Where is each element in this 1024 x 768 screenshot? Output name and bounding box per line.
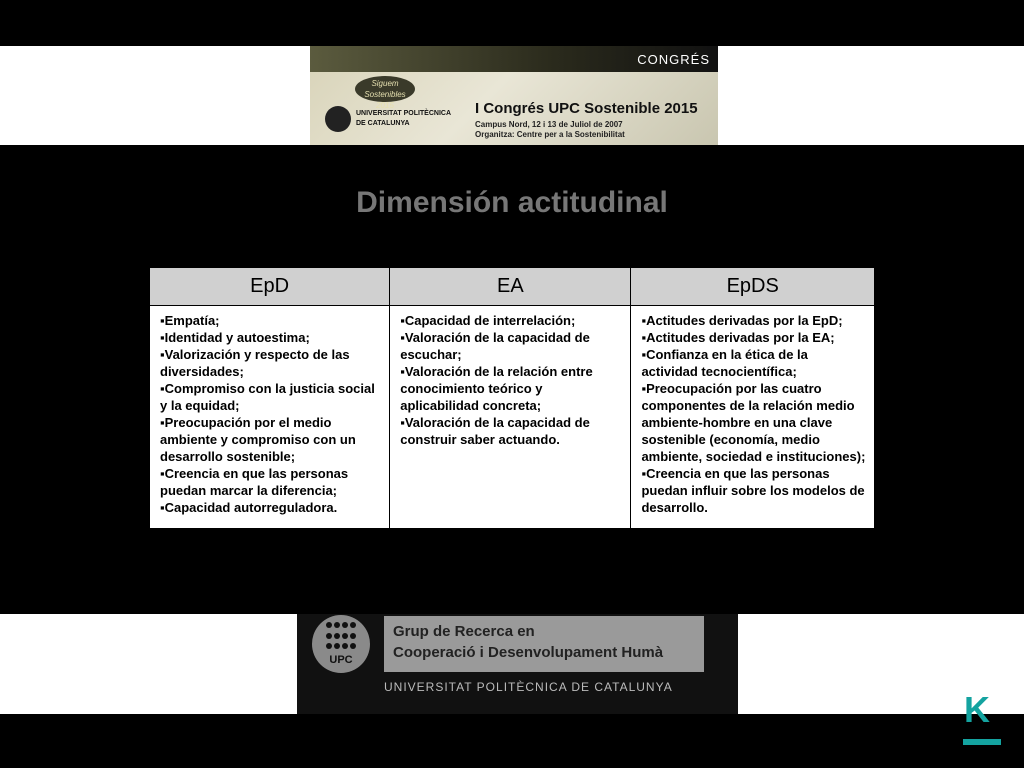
footer-university-name: UNIVERSITAT POLITÈCNICA DE CATALUNYA — [384, 680, 673, 694]
page-title: Dimensión actitudinal — [356, 186, 668, 219]
list-item: ▪ Creencia en que las personas puedan marcar la diferencia; — [160, 465, 381, 499]
banner-university-name — [356, 109, 451, 129]
list-item: ▪ Capacidad autorreguladora. — [160, 499, 381, 516]
list-item: ▪ Actitudes derivadas por la EA; — [641, 329, 866, 346]
list-item: ▪ Valorización y respecto de las diversidades; — [160, 346, 381, 380]
banner-subtitle-line2: Organitza: Centre per a la Sostenibilitat — [475, 130, 625, 139]
siguem-sostenibles-badge: Siguem Sostenibles 2015 — [355, 76, 415, 102]
list-item: ▪ Actitudes derivadas por la EpD; — [641, 312, 866, 329]
list-item: ▪ Valoración de la capacidad de escuchar; — [400, 329, 622, 363]
banner-university-line2: DE CATALUNYA — [356, 120, 410, 127]
list-item: ▪ Compromiso con la justicia social y la equidad; — [160, 380, 381, 414]
table-row — [150, 306, 875, 529]
k-logo-underline — [963, 739, 1001, 745]
research-group-line2: Cooperació i Desenvolupament Humà — [393, 644, 664, 661]
list-item: ▪ Valoración de la capacidad de construir saber actuando. — [400, 414, 622, 448]
banner-subtitle — [475, 120, 625, 140]
list-item: ▪ Preocupación por las cuatro componentes de la relación medio ambiente-hombre en una clave sostenible (economía, medio ambiente, sociedad e instituciones); — [641, 380, 866, 465]
k-logo-icon: K — [964, 689, 990, 730]
header-ea: EA — [390, 268, 631, 306]
research-group-box — [384, 616, 704, 672]
table-header-row — [150, 268, 875, 306]
list-item: ▪ Empatía; — [160, 312, 381, 329]
research-group-line1: Grup de Recerca en — [393, 623, 535, 640]
list-item: ▪ Capacidad de interrelación; — [400, 312, 622, 329]
header-epds: EpDS — [631, 268, 875, 306]
header-epd: EpD — [150, 268, 390, 306]
banner-university-line1: UNIVERSITAT POLITÈCNICA — [356, 110, 452, 117]
comparison-table — [149, 267, 875, 529]
list-item: ▪ Valoración de la relación entre conocimiento teórico y aplicabilidad concreta; — [400, 363, 622, 414]
congress-banner — [310, 46, 718, 145]
upc-logo-text: UPC — [329, 654, 353, 666]
banner-congres-label: CONGRÉS — [637, 52, 710, 67]
column-ea — [390, 306, 631, 529]
column-epds — [631, 306, 875, 529]
list-item: ▪ Preocupación por el medio ambiente y compromiso con un desarrollo sostenible; — [160, 414, 381, 465]
column-epd — [150, 306, 390, 529]
banner-title: I Congrés UPC Sostenible 2015 — [475, 100, 698, 117]
upc-logo-icon — [325, 106, 351, 132]
upc-dots-icon — [326, 622, 356, 652]
list-item: ▪ Confianza en la ética de la actividad tecnocientífica; — [641, 346, 866, 380]
list-item: ▪ Identidad y autoestima; — [160, 329, 381, 346]
banner-subtitle-line1: Campus Nord, 12 i 13 de Juliol de 2007 — [475, 120, 623, 129]
list-item: ▪ Creencia en que las personas puedan influir sobre los modelos de desarrollo. — [641, 465, 866, 516]
